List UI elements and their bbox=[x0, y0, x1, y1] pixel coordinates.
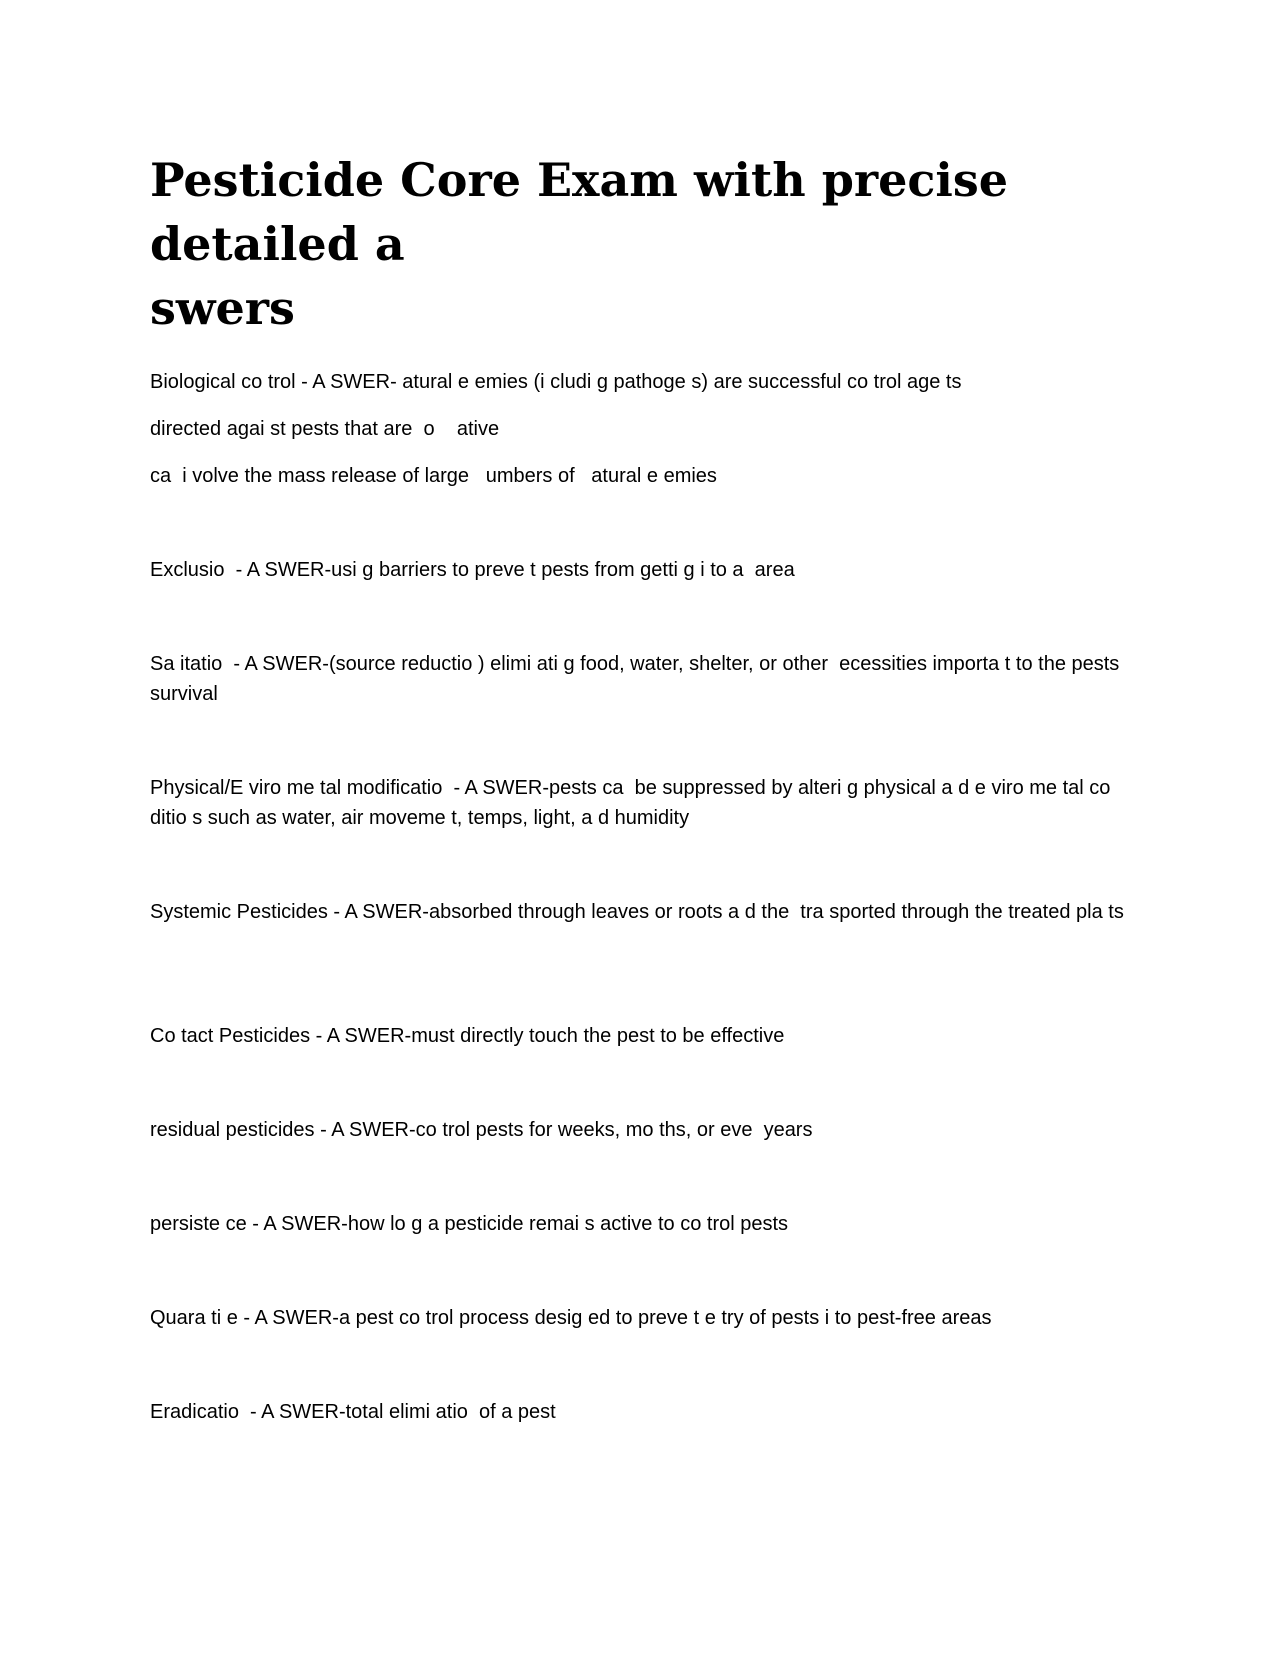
entry-biological-control-line-3: ca i volve the mass release of large umbers of atural e emies bbox=[150, 465, 717, 487]
document-title: Pesticide Core Exam with precise detailed a swers bbox=[150, 153, 1009, 335]
entry-eradication: Eradicatio - A SWER-total elimi atio of a pest bbox=[150, 1401, 556, 1423]
entry-quarantine: Quara ti e - A SWER-a pest co trol process desig ed to preve t e try of pests i to pest-free areas bbox=[150, 1307, 992, 1329]
entry-biological-control-line-2: directed agai st pests that are o ative bbox=[150, 418, 500, 440]
entry-systemic-pesticides: Systemic Pesticides - A SWER-absorbed through leaves or roots a d the tra sported through the treated pla ts bbox=[150, 901, 1124, 923]
entry-sanitation: Sa itatio - A SWER-(source reductio ) elimi ati g food, water, shelter, or other ecessities importa t to the pests survival bbox=[150, 653, 1125, 705]
entry-persistence: persiste ce - A SWER-how lo g a pesticide remai s active to co trol pests bbox=[150, 1213, 789, 1235]
entry-physical-environmental-modification: Physical/E viro me tal modificatio - A SWER-pests ca be suppressed by alteri g physical a d e viro me tal co ditio s such as water, air moveme t, temps, light, a d humidity bbox=[150, 777, 1116, 829]
entry-contact-pesticides: Co tact Pesticides - A SWER-must directly touch the pest to be effective bbox=[150, 1025, 785, 1047]
entry-biological-control-line-1: Biological co trol - A SWER- atural e emies (i cludi g pathoge s) are successful co trol age ts bbox=[150, 371, 962, 393]
entry-exclusion: Exclusio - A SWER-usi g barriers to preve t pests from getti g i to a area bbox=[150, 559, 795, 581]
entry-residual-pesticides: residual pesticides - A SWER-co trol pests for weeks, mo ths, or eve years bbox=[150, 1119, 813, 1141]
